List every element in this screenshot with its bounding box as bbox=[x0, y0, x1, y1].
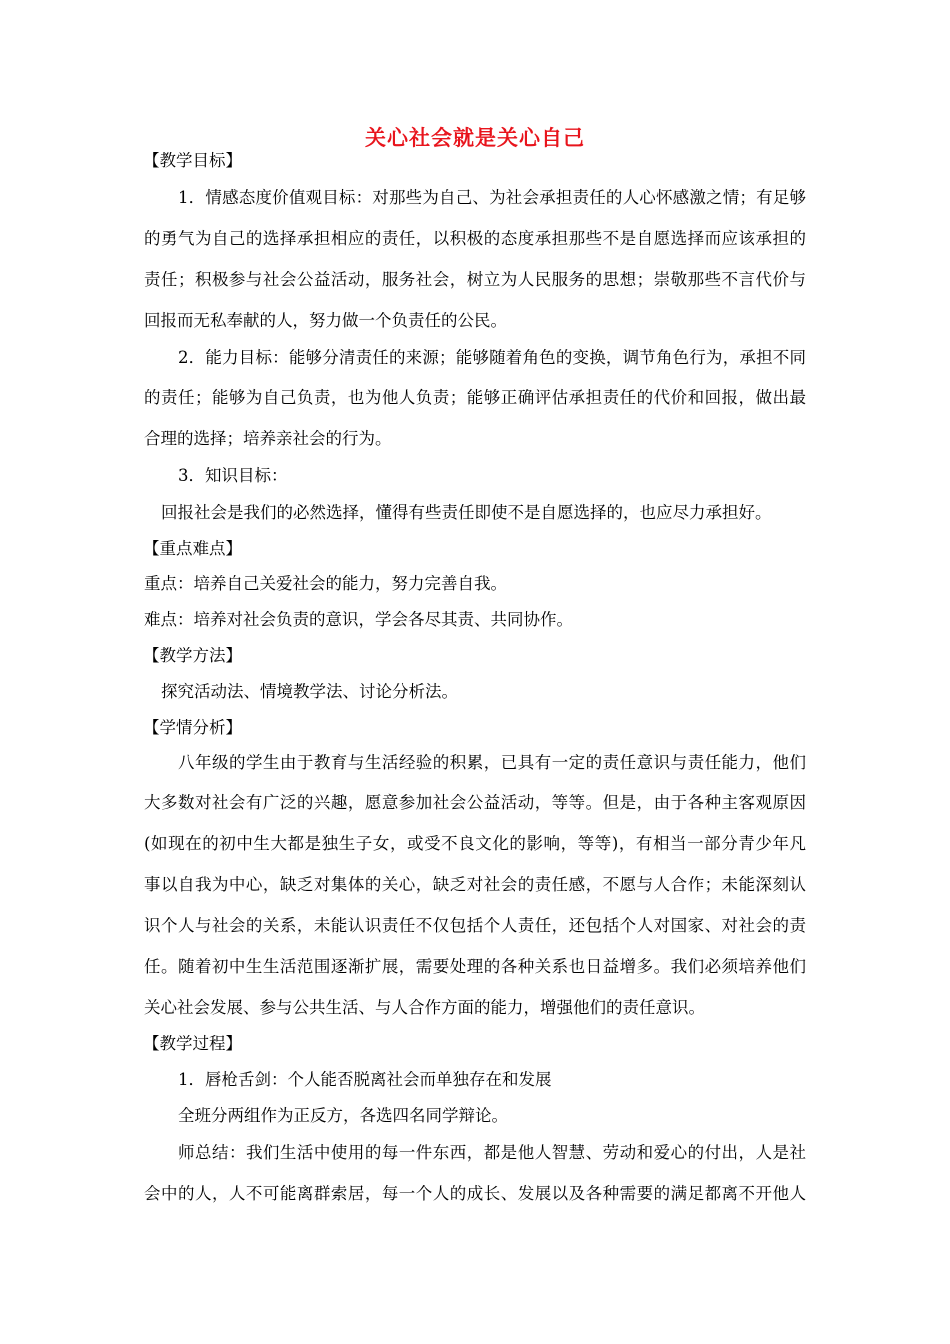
paragraph-line: 难点：培养对社会负责的意识，学会各尽其责、共同协作。 bbox=[144, 610, 573, 629]
paragraph-line: 的责任；能够为自己负责，也为他人负责；能够正确评估承担责任的代价和回报，做出最 bbox=[144, 388, 806, 407]
paragraph-line: 大多数对社会有广泛的兴趣，愿意参加社会公益活动，等等。但是，由于各种主客观原因 bbox=[144, 793, 806, 812]
paragraph-line: 回报而无私奉献的人，努力做一个负责任的公民。 bbox=[144, 311, 507, 330]
paragraph-line: 回报社会是我们的必然选择，懂得有些责任即使不是自愿选择的，也应尽力承担好。 bbox=[161, 503, 772, 522]
paragraph-line: 师总结：我们生活中使用的每一件东西，都是他人智慧、劳动和爱心的付出，人是社 bbox=[178, 1143, 806, 1162]
paragraph-line: 全班分两组作为正反方，各选四名同学辩论。 bbox=[178, 1106, 508, 1125]
paragraph-line: (如现在的初中生大都是独生子女，或受不良文化的影响，等等)，有相当一部分青少年凡 bbox=[144, 834, 806, 853]
paragraph-line: 会中的人，人不可能离群索居，每一个人的成长、发展以及各种需要的满足都离不开他人 bbox=[144, 1184, 806, 1203]
section-heading-student-analysis: 【学情分析】 bbox=[143, 718, 242, 737]
document-title: 关心社会就是关心自己 bbox=[365, 125, 585, 150]
paragraph-line: 探究活动法、情境教学法、讨论分析法。 bbox=[161, 682, 458, 701]
paragraph-line: 1．情感态度价值观目标：对那些为自己、为社会承担责任的人心怀感激之情；有足够 bbox=[178, 188, 806, 207]
paragraph-line: 责任；积极参与社会公益活动，服务社会，树立为人民服务的思想；崇敬那些不言代价与 bbox=[144, 270, 806, 289]
paragraph-line: 关心社会发展、参与公共生活、与人合作方面的能力，增强他们的责任意识。 bbox=[144, 998, 705, 1017]
paragraph-line: 重点：培养自己关爱社会的能力，努力完善自我。 bbox=[144, 574, 507, 593]
section-heading-objectives: 【教学目标】 bbox=[143, 151, 242, 170]
paragraph-line: 事以自我为中心，缺乏对集体的关心，缺乏对社会的责任感，不愿与人合作；未能深刻认 bbox=[144, 875, 806, 894]
paragraph-line: 1．唇枪舌剑：个人能否脱离社会而单独存在和发展 bbox=[178, 1070, 552, 1089]
paragraph-line: 2．能力目标：能够分清责任的来源；能够随着角色的变换，调节角色行为，承担不同 bbox=[178, 348, 806, 367]
section-heading-key-points: 【重点难点】 bbox=[143, 539, 242, 558]
section-heading-teaching-process: 【教学过程】 bbox=[143, 1034, 242, 1053]
section-heading-methods: 【教学方法】 bbox=[143, 646, 242, 665]
paragraph-line: 合理的选择；培养亲社会的行为。 bbox=[144, 429, 392, 448]
paragraph-line: 八年级的学生由于教育与生活经验的积累，已具有一定的责任意识与责任能力，他们 bbox=[178, 753, 806, 772]
paragraph-line: 3．知识目标： bbox=[178, 466, 288, 485]
paragraph-line: 任。随着初中生生活范围逐渐扩展，需要处理的各种关系也日益增多。我们必须培养他们 bbox=[144, 957, 806, 976]
paragraph-line: 识个人与社会的关系，未能认识责任不仅包括个人责任，还包括个人对国家、对社会的责 bbox=[144, 916, 806, 935]
paragraph-line: 的勇气为自己的选择承担相应的责任，以积极的态度承担那些不是自愿选择而应该承担的 bbox=[144, 229, 806, 248]
